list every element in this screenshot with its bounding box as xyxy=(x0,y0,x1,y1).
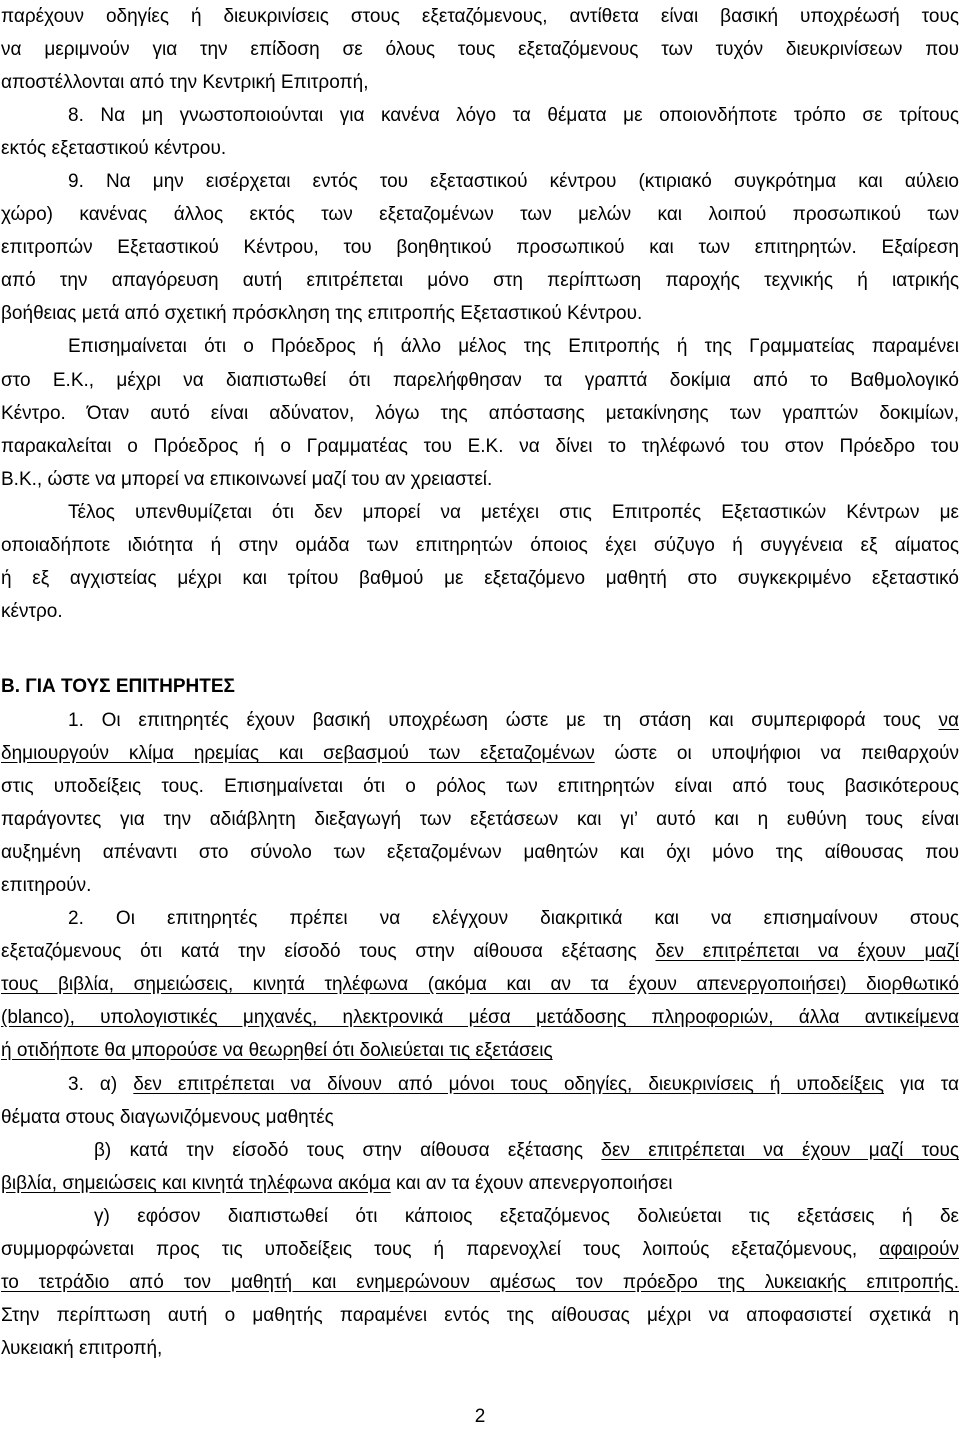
text-line: Τέλος υπενθυμίζεται ότι δεν μπορεί να μετέχει στις Επιτροπές Εξεταστικών Κέντρων με xyxy=(68,502,959,523)
text-line: βοήθειας μετά από σχετική πρόσκληση της επιτροπής Εξεταστικού Κέντρου. xyxy=(1,303,643,324)
text-line: αποστέλλονται από την Κεντρική Επιτροπή, xyxy=(1,72,369,93)
text-line: να μεριμνούν για την επίδοση σε όλους τους εξεταζόμενους των τυχόν διευκρινίσεων που xyxy=(1,39,959,60)
text-line-item-1 xyxy=(68,704,959,737)
text-line: παρέχουν οδηγίες ή διευκρινίσεις στους εξεταζόμενους, αντίθετα είναι βασική υποχρέωσή τους xyxy=(1,6,959,27)
text-line xyxy=(1,968,959,1001)
text-line: χώρο) κανένας άλλος εκτός των εξεταζομένων των μελών και λοιπού προσωπικού των xyxy=(1,204,959,225)
text-line xyxy=(1,935,959,968)
text-line: αυξημένη απέναντι στο σύνολο των εξεταζομένων μαθητών και όχι μόνο της αίθουσας που xyxy=(1,842,959,863)
text-line: Επισημαίνεται ότι ο Πρόεδρος ή άλλο μέλος της Επιτροπής ή της Γραμματείας παραμένει xyxy=(68,336,959,357)
text-line: Κέντρο. Όταν αυτό είναι αδύνατον, λόγω της απόστασης μετακίνησης των γραπτών δοκιμίων, xyxy=(1,403,959,424)
text-line-item-2: 2. Οι επιτηρητές πρέπει να ελέγχουν διακριτικά και να επισημαίνουν στους xyxy=(68,908,959,929)
text-line xyxy=(1,1167,959,1200)
text-line: λυκειακή επιτροπή, xyxy=(1,1338,163,1359)
text-segment: και αν τα έχουν απενεργοποιήσει xyxy=(390,1173,673,1194)
text-line: κέντρο. xyxy=(1,601,63,622)
text-line: παράγοντες για την αδιάβλητη διεξαγωγή των εξετάσεων και γι’ αυτό και η ευθύνη τους είναι xyxy=(1,809,959,830)
text-segment: συμμορφώνεται προς τις υποδείξεις τους ή παρενοχλεί τους λοιπούς εξεταζόμενους, xyxy=(1,1239,880,1260)
text-line: παρακαλείται ο Πρόεδρος ή ο Γραμματέας του Ε.Κ. να δίνει το τηλέφωνό του στον Πρόεδρο του xyxy=(1,436,959,457)
underlined-text: δεν επιτρέπεται να έχουν μαζί τους xyxy=(601,1140,959,1161)
text-segment: 1. Οι επιτηρητές έχουν βασική υποχρέωση ώστε με τη στάση και συμπεριφορά τους xyxy=(68,710,921,731)
text-line: επιτηρούν. xyxy=(1,875,92,896)
text-line: εκτός εξεταστικού κέντρου. xyxy=(1,138,227,159)
underlined-text: να xyxy=(938,710,959,731)
underlined-text: αφαιρούν xyxy=(879,1239,959,1260)
text-line: Β.Κ., ώστε να μπορεί να επικοινωνεί μαζί του αν χρειαστεί. xyxy=(1,469,493,490)
text-line xyxy=(1,1034,959,1067)
text-line: στο Ε.Κ., μέχρι να διαπιστωθεί ότι παρελήφθησαν τα γραπτά δοκίμια από το Βαθμολογικό xyxy=(1,370,959,391)
text-line-item-9: 9. Να μην εισέρχεται εντός του εξεταστικού κέντρου (κτιριακό συγκρότημα και αύλειο xyxy=(68,171,959,192)
underlined-text: ή οτιδήποτε θα μπορούσε να θεωρηθεί ότι δολιεύεται τις εξετάσεις xyxy=(1,1040,553,1061)
underlined-text: βιβλία, σημειώσεις και κινητά τηλέφωνα ακόμα xyxy=(1,1173,391,1194)
text-line: ή εξ αγχιστείας μέχρι και τρίτου βαθμού με εξεταζόμενο μαθητή στο συγκεκριμένο εξεταστικό xyxy=(1,568,959,589)
text-segment: για τα xyxy=(883,1074,959,1095)
text-line: οποιαδήποτε ιδιότητα ή στην ομάδα των επιτηρητών όποιος έχει σύζυγο ή συγγένεια εξ αίματος xyxy=(1,535,959,556)
text-line: Στην περίπτωση αυτή ο μαθητής παραμένει εντός της αίθουσας μέχρι να αποφασιστεί σχετικά η xyxy=(1,1305,959,1326)
text-line: από την απαγόρευση αυτή επιτρέπεται μόνο στη περίπτωση παροχής τεχνικής ή ιατρικής xyxy=(1,270,959,291)
text-line xyxy=(1,1233,959,1266)
text-line: επιτροπών Εξεταστικού Κέντρου, του βοηθητικού προσωπικού και των επιτηρητών. Εξαίρεση xyxy=(1,237,959,258)
page-number: 2 xyxy=(474,1406,486,1427)
text-line xyxy=(1,1266,959,1299)
text-segment: ώστε οι υποψήφιοι να πειθαρχούν xyxy=(594,743,959,764)
text-line-item-3a xyxy=(68,1068,959,1101)
text-segment: 3. α) xyxy=(68,1074,134,1095)
text-line: θέματα στους διαγωνιζόμενους μαθητές xyxy=(1,1107,334,1128)
text-segment: β) κατά την είσοδό τους στην αίθουσα εξέτασης xyxy=(94,1140,602,1161)
text-segment: εξεταζόμενους ότι κατά την είσοδό τους στην αίθουσα εξέτασης xyxy=(1,941,656,962)
underlined-text: δεν επιτρέπεται να δίνουν από μόνοι τους οδηγίες, διευκρινίσεις ή υποδείξεις xyxy=(133,1074,884,1095)
underlined-text: δημιουργούν κλίμα ηρεμίας και σεβασμού των εξεταζομένων xyxy=(1,743,595,764)
underlined-text: δεν επιτρέπεται να έχουν μαζί xyxy=(655,941,959,962)
text-line: στις υποδείξεις τους. Επισημαίνεται ότι ο ρόλος των επιτηρητών είναι από τους βασικότερους xyxy=(1,776,959,797)
underlined-text: (blanco), υπολογιστικές μηχανές, ηλεκτρονικά μέσα μετάδοσης πληροφοριών, άλλα αντικείμενα xyxy=(1,1007,959,1028)
underlined-text: τους βιβλία, σημειώσεις, κινητά τηλέφωνα (ακόμα και αν τα έχουν απενεργοποιήσει) διορθωτικό xyxy=(1,974,959,995)
section-heading: Β. ΓΙΑ ΤΟΥΣ ΕΠΙΤΗΡΗΤΕΣ xyxy=(1,676,235,697)
text-line xyxy=(1,1001,959,1034)
text-line-item-3c: γ) εφόσον διαπιστωθεί ότι κάποιος εξεταζόμενος δολιεύεται τις εξετάσεις ή δε xyxy=(94,1206,959,1227)
text-line xyxy=(1,737,959,770)
text-line-item-8: 8. Να μη γνωστοποιούνται για κανένα λόγο τα θέματα με οποιονδήποτε τρόπο σε τρίτους xyxy=(68,105,959,126)
underlined-text: το τετράδιο από τον μαθητή και ενημερώνουν αμέσως τον πρόεδρο της λυκειακής επιτροπής. xyxy=(1,1272,959,1293)
text-line-item-3b xyxy=(94,1134,959,1167)
